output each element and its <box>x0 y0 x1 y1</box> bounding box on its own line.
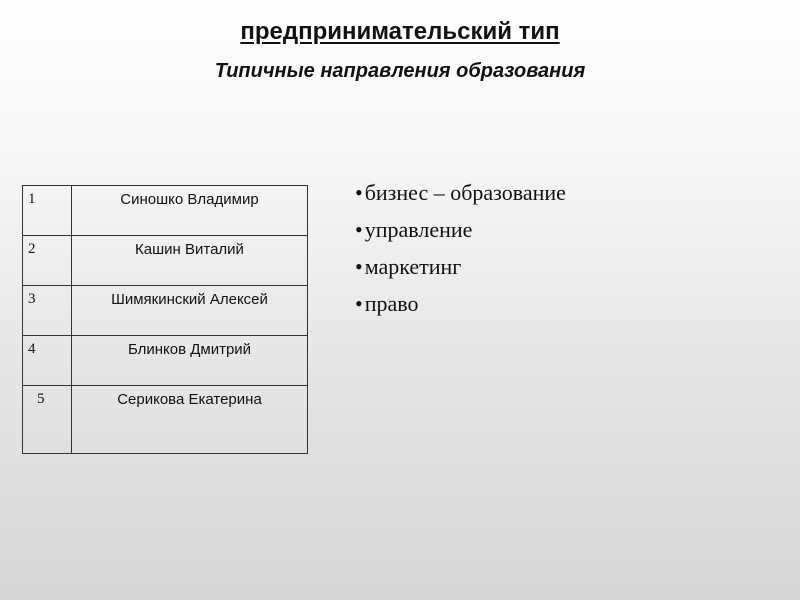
list-item: • право <box>355 291 566 317</box>
person-name: Серикова Екатерина <box>72 386 308 454</box>
table-row <box>23 236 308 286</box>
list-item: • управление <box>355 217 566 243</box>
table-row <box>23 286 308 336</box>
education-directions-list <box>355 180 566 328</box>
person-name: Шимякинский Алексей <box>72 286 308 336</box>
row-number: 5 <box>23 386 72 454</box>
row-number: 2 <box>23 236 72 286</box>
row-number: 3 <box>23 286 72 336</box>
people-table <box>22 185 308 454</box>
row-number: 4 <box>23 336 72 386</box>
person-name: Блинков Дмитрий <box>72 336 308 386</box>
table-row <box>23 336 308 386</box>
list-item: • маркетинг <box>355 254 566 280</box>
list-item: • бизнес – образование <box>355 180 566 206</box>
table-row <box>23 386 308 454</box>
slide-title: предпринимательский тип <box>240 18 560 45</box>
slide-subtitle: Типичные направления образования <box>214 60 586 82</box>
person-name: Кашин Виталий <box>72 236 308 286</box>
row-number: 1 <box>23 186 72 236</box>
table-row <box>23 186 308 236</box>
person-name: Синошко Владимир <box>72 186 308 236</box>
